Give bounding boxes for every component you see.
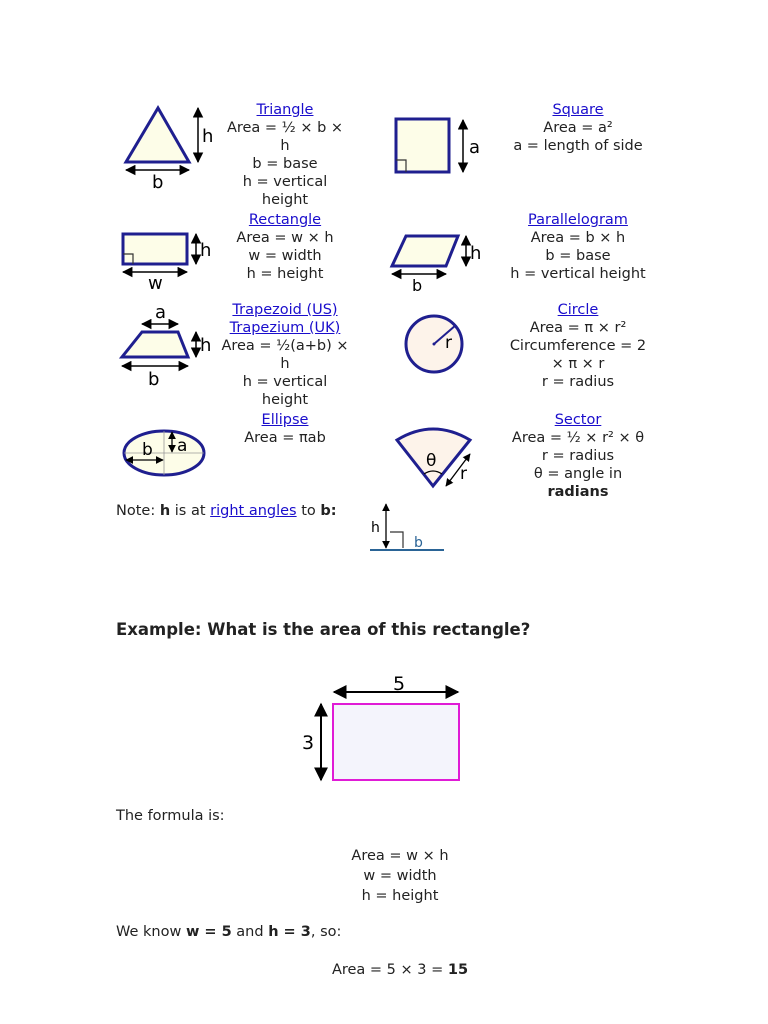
parallelogram-line-1: Area = b × h (530, 230, 626, 246)
sector-angle-label: θ (426, 451, 437, 471)
sector-line-4: radians (547, 484, 609, 500)
sector-text (494, 411, 662, 501)
ellipse-link[interactable]: Ellipse (261, 412, 309, 428)
note-diagram-h: h (371, 520, 380, 536)
area-result (250, 962, 550, 978)
right-angle-note (116, 503, 337, 519)
formula-line-3: h = height (361, 888, 439, 904)
know-prefix: We know (116, 924, 186, 940)
rectangle-text (218, 211, 352, 283)
triangle-link[interactable]: Triangle (256, 102, 314, 118)
know-and: and (231, 924, 269, 940)
sector-diagram (390, 424, 490, 496)
know-suffix: , so: (310, 924, 342, 940)
circle-link[interactable]: Circle (557, 302, 599, 318)
rectangle-width-label: w (148, 273, 163, 294)
trapezium-link[interactable]: Trapezium (UK) (229, 320, 341, 336)
parallelogram-text (498, 211, 658, 283)
example-heading: Example: What is the area of this rectangle? (116, 620, 531, 639)
square-line-2: a = length of side (513, 138, 643, 154)
parallelogram-line-3: h = vertical height (510, 266, 646, 282)
parallelogram-height-label: h (470, 243, 482, 264)
sector-line-3: θ = angle in (533, 466, 623, 482)
circle-diagram (400, 310, 470, 380)
triangle-base-label: b (152, 172, 164, 193)
result-value: 15 (447, 962, 469, 978)
right-angles-link[interactable]: right angles (210, 503, 297, 519)
triangle-line-1: Area = ½ × b × (226, 120, 344, 136)
ellipse-a-label: a (177, 436, 188, 456)
formula-intro: The formula is: (116, 808, 225, 824)
circle-line-4: r = radius (541, 374, 615, 390)
example-width-label: 5 (393, 673, 406, 695)
rectangle-line-1: Area = w × h (236, 230, 334, 246)
formula-line-1: Area = w × h (351, 848, 449, 864)
example-height-label: 3 (302, 732, 315, 754)
note-b: b: (320, 503, 337, 519)
parallelogram-line-2: b = base (545, 248, 611, 264)
note-h: h (159, 503, 171, 519)
rectangle-link[interactable]: Rectangle (248, 212, 322, 228)
triangle-line-3: b = base (252, 156, 318, 172)
square-side-label: a (469, 137, 481, 158)
square-line-1: Area = a² (543, 120, 613, 136)
circle-radius-label: r (445, 333, 452, 353)
sector-line-2: r = radius (541, 448, 615, 464)
triangle-text (218, 101, 352, 209)
trapezoid-link[interactable]: Trapezoid (US) (232, 302, 338, 318)
parallelogram-diagram (386, 228, 496, 298)
know-h: h = 3 (268, 924, 311, 940)
parallelogram-link[interactable]: Parallelogram (528, 212, 628, 228)
rectangle-line-3: h = height (246, 266, 324, 282)
trapezoid-line-3: h = vertical (242, 374, 328, 390)
circle-line-3: × π × r (551, 356, 605, 372)
formula-block (250, 846, 550, 906)
ellipse-diagram (116, 424, 216, 484)
square-link[interactable]: Square (552, 102, 604, 118)
square-text (498, 101, 658, 155)
note-diagram-b: b (414, 535, 423, 551)
parallelogram-base-label: b (412, 276, 423, 295)
rectangle-height-label: h (200, 240, 212, 261)
trapezoid-diagram (116, 302, 226, 392)
circle-text (492, 301, 664, 391)
ellipse-line-1: Area = πab (244, 430, 326, 446)
note-prefix: Note: (116, 503, 160, 519)
know-w: w = 5 (185, 924, 232, 940)
trapezoid-base-label: b (148, 369, 160, 390)
trapezoid-line-4: height (261, 392, 309, 408)
triangle-diagram (116, 100, 226, 195)
triangle-height-label: h (202, 126, 214, 147)
note-mid: is at (170, 503, 211, 519)
trapezoid-top-label: a (155, 302, 167, 323)
trapezoid-text (214, 301, 356, 409)
result-prefix: Area = 5 × 3 = (331, 962, 448, 978)
trapezoid-height-label: h (200, 335, 212, 356)
trapezoid-line-1: Area = ½(a+b) × (221, 338, 349, 354)
sector-radius-label: r (460, 464, 467, 484)
circle-line-1: Area = π × r² (529, 320, 627, 336)
sector-line-1: Area = ½ × r² × θ (511, 430, 645, 446)
known-values (116, 924, 341, 940)
formula-line-2: w = width (363, 868, 437, 884)
note-to: to (296, 503, 321, 519)
triangle-line-2: h (280, 138, 290, 154)
rectangle-line-2: w = width (248, 248, 322, 264)
triangle-line-4: h = vertical (242, 174, 328, 190)
triangle-line-5: height (261, 192, 309, 208)
ellipse-b-label: b (142, 440, 153, 460)
example-rectangle-diagram (296, 668, 476, 790)
trapezoid-line-2: h (280, 356, 290, 372)
right-angle-diagram (366, 500, 448, 556)
circle-line-2: Circumference = 2 (509, 338, 647, 354)
ellipse-text (218, 411, 352, 447)
rectangle-diagram (116, 228, 226, 294)
square-diagram (390, 112, 490, 182)
sector-link[interactable]: Sector (554, 412, 602, 428)
